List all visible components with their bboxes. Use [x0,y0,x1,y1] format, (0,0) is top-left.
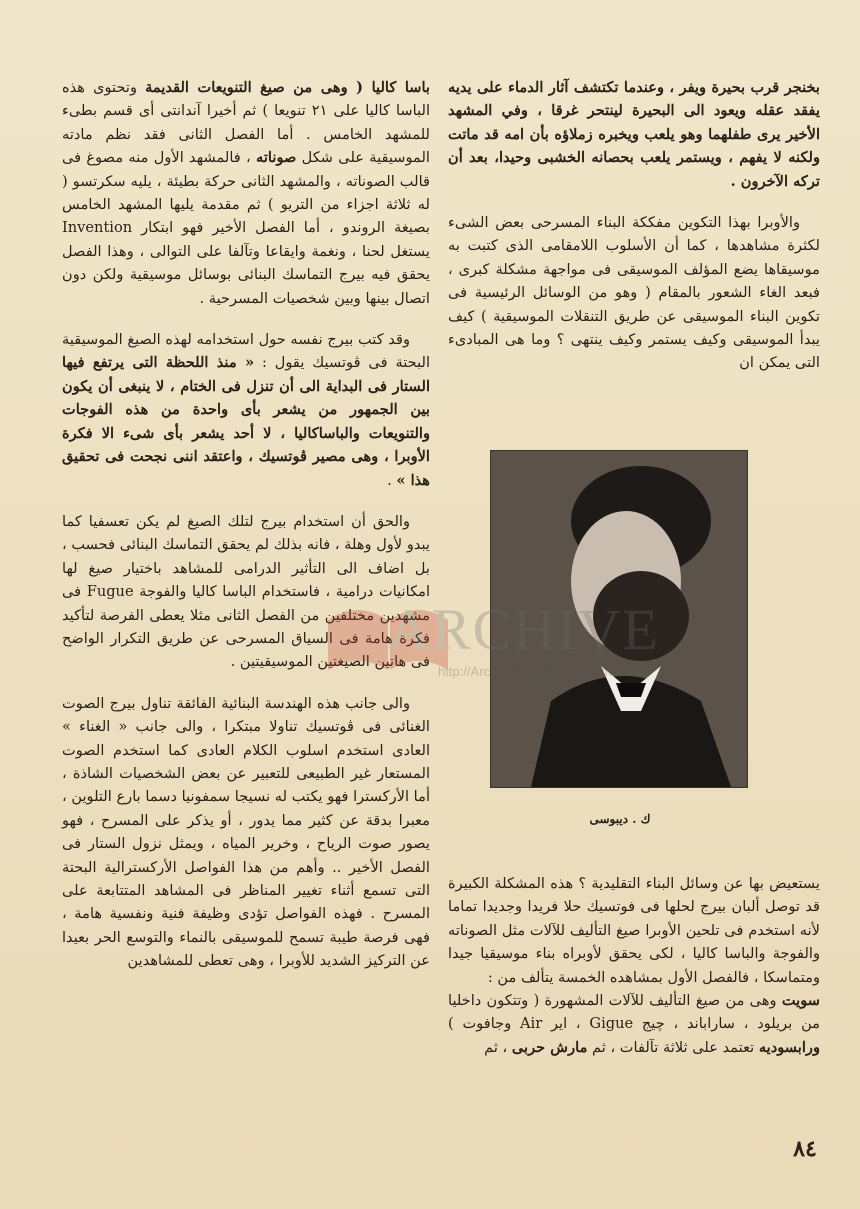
bold-term: صوناته [256,149,297,167]
text-run: ، فالمشهد الأول منه مصوغ فى قالب الصوناته ، والمشهد الثانى حركة بطيئة ، يليه سكرتسو ( له ثلاثة اجزاء من التريو ) ثم مقدمة يليها المشهد الخامس بصيغة الروندو ، أما الفصل الأخير فهو ابتكار Invention يستغل لحنا ، ونغمة وايقاعا وتآلفا على التوالى ، وهذا الفصل يحقق فيه بيرج التماسك البنائى بوسائل موسيقية ولكن دون اتصال بينها وبين شخصيات المسرحية . [62,149,430,307]
page-number: ٨٤ [793,1136,817,1162]
text-run: وقد كتب بيرج نفسه حول استخدامه لهذه الصيغ الموسيقية البحتة فى ڤوتسيك يقول : [62,331,431,372]
paragraph: والى جانب هذه الهندسة البنائية الفائقة تناول بيرج الصوت الغنائى فى ڤوتسيك تناولا مبتكرا ، والى جانب « الغناء » العادى استخدم اسلوب الكلام العادى كما استخدم الصوت المستعار غير الطبيعى للتعبير عن بعض الشخصيات الشاذة ، أما الأركسترا فهو يكتب له نسيجا سمفونيا دسما بارع التلوين ، معبرا بدقة عن كثير مما يدور ، أو يذكر على المسرح ، فهو يصور صوت الرياح ، وخرير المياه ، ويمثل نزول الستار فى الفصل الأخير .. وأهم من هذا الفواصل الأركسترالية البحتة التى تسمع أثناء تغيير المناظر فى المشاهد المتتابعة على المسرح . فهذه الفواصل تؤدى وظيفة فنية ونفسية هامة ، فهى فرصة طيبة تسمح للموسيقى بالنماء والتوسع الحر بعيدا عن التركيز الشديد للأوبرا ، وهى تعطى للمشاهدين [62,694,430,970]
paragraph [62,76,430,310]
text-run: . [387,471,397,489]
bold-term: باسا كاليا ( وهى من صيغ التنويعات القديمة [145,79,430,96]
paragraph [448,76,820,193]
text-run: وتحتوى هذه الباسا كاليا على ٢١ تنويعا ) ثم أخيرا آندانتى أى قسم بطىء للمشهد الخامس . أما الفصل الثانى فقد نظم مادته الموسيقية على شكل [62,79,430,167]
paragraph: والأوبرا بهذا التكوين مفككة البناء المسرحى بعض الشىء لكثرة مشاهدها ، كما أن الأسلوب اللامقامى الذى كتبت به موسيقاها يضع المؤلف الموسيقى فى مواجهة مشكلة كبرى ، فبعد الغاء الشعور بالمقام ( وهو من الوسائل الرئيسية فى تكوين البناء الموسيقى عن طريق التنقلات الموسيقية ) كيف يبدأ الموسيقى وكيف يستمر وكيف ينتهى ؟ وما هى المبادىء التى يمكن ان [448,214,820,372]
paragraph: يستعيض بها عن وسائل البناء التقليدية ؟ هذه المشكلة الكبيرة قد توصل ألبان بيرج لحلها فى فوتسيك حلا فريدا وجديدا تماما لأنه استخدم فى تلحين الأوبرا صيغ التأليف للآلات مثل الصوناته والفوجة والباسا كاليا ، لكى يحقق لأوبراه بناء موسيقيا جيدا ومتماسكا ، فالفصل الأول بمشاهده الخمسة يتألف من : [448,875,820,986]
paragraph: والحق أن استخدام بيرج لتلك الصيغ لم يكن تعسفيا كما يبدو لأول وهلة ، فانه بذلك لم يحقق التماسك البنائى فحسب ، بل اضاف الى التأثير الدرامى للمشاهد باختيار صيغ لها امكانيات درامية ، فاستخدام الباسا كاليا والفوجة Fugue فى مشهدين مختلفين من الفصل الثانى مثلا يعطى الفرصة لتأكيد فكرة هامة فى السياق المسرحى عن طريق التكرار الواضح فى هاتين الصيغتين الموسيقيتين . [61,512,430,671]
text-run: ، ثم [484,1038,512,1056]
watermark-text: ARCHIVE [388,597,660,662]
photo-caption: ك . ديبوسى [589,812,651,826]
portrait-illustration [491,451,747,787]
right-column-bottom [448,872,820,1077]
quote: « منذ اللحظة التى يرتفع فيها الستار فى البداية الى أن تنزل فى الختام ، لا ينبغى أن يكون بين الجمهور من يشعر بأى واحدة من هذه الفوجات والتنويعات والباساكاليا ، لا أحد يشعر بأى شىء الا فكرة الأوبرا ، وهى مصير ڤوتسيك ، واعتقد اننى نجحت فى تحقيق هذا » [62,354,430,489]
portrait-photo [490,450,748,788]
paragraph [448,989,820,1059]
bold-term: سويت [781,992,820,1010]
right-column-top [448,76,820,393]
paragraph [62,328,430,492]
watermark-url: http://Archivebeta.Sakhrit.com [438,664,612,679]
text-run: وهى من صيغ التأليف للآلات المشهورة ( وتتكون داخليا من بريلود ، ساراباند ، چيج Gigue ، اير Air وجافوت ) [448,992,820,1033]
text-run: تعتمد على ثلاثة تآلفات ، ثم [587,1038,759,1056]
bold-term: ورابسوديه [758,1038,820,1056]
bold-term: مارش حربى [511,1038,588,1056]
left-column [62,76,430,991]
paragraph-text: بخنجر قرب بحيرة ويفر ، وعندما تكتشف آثار الدماء على يديه يفقد عقله ويعود الى البحيرة لينتحر غرقا ، وفي المشهد الأخير يرى طفلهما وهو يلعب ويخبره زملاؤه بأن امه قد ماتت ولكنه لا يفهم ، ويستمر يلعب بحصانه الخشبى وحيدا، بعد أن تركه الآخرون . [448,79,820,190]
